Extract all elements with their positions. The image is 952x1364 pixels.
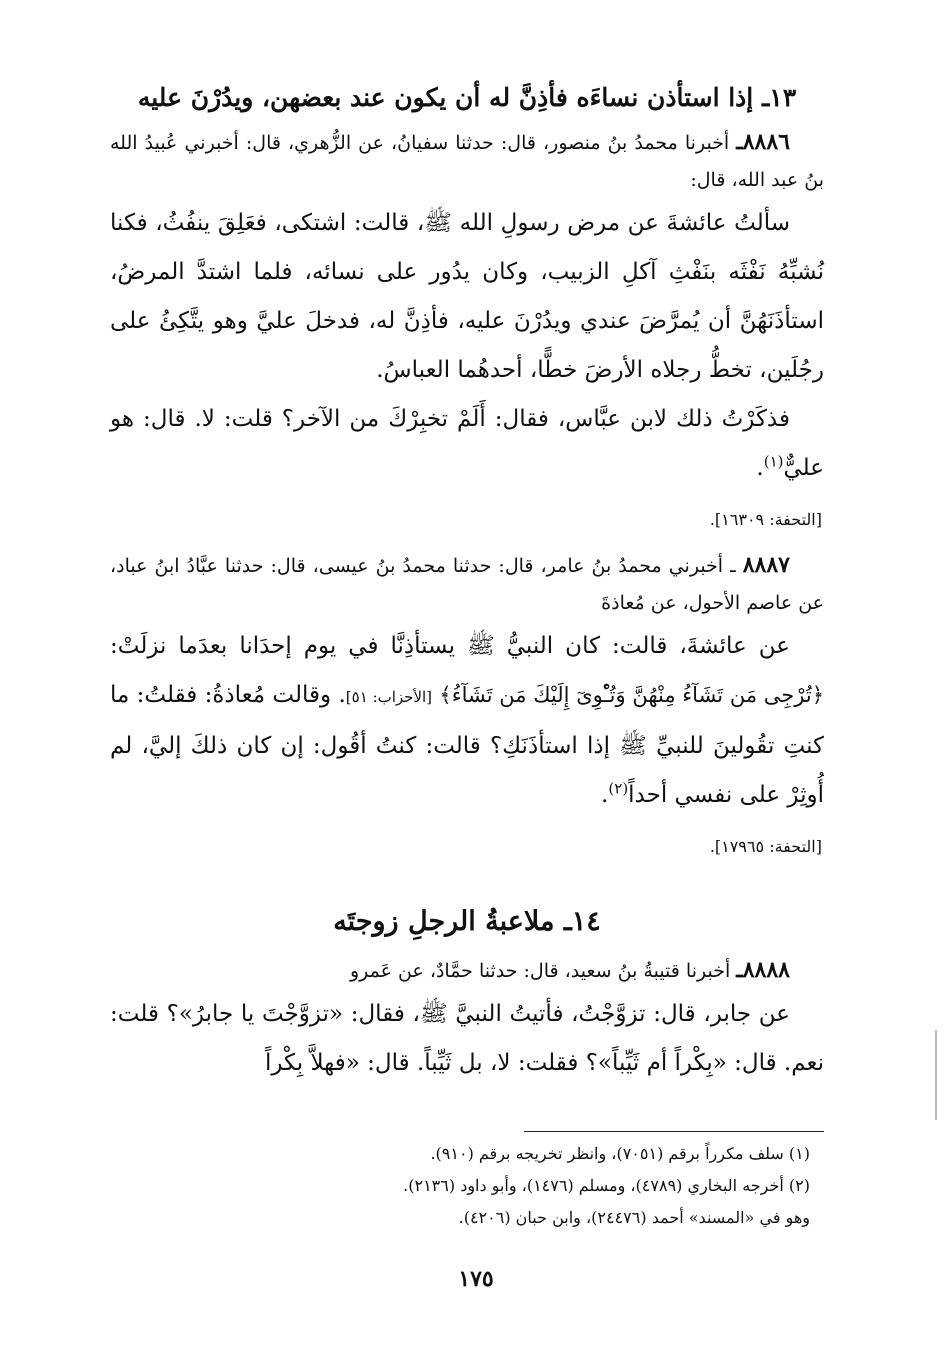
hadith-8886-matn-2 <box>110 395 824 493</box>
page-number: ١٧٥ <box>458 1266 494 1292</box>
quran-verse: ﴿تُرْجِى مَن تَشَآءُ مِنْهُنَّ وَتُـْٔوِىٓ إِلَيْكَ مَن تَشَآءُ﴾ <box>439 683 825 707</box>
matn-text: عن عائشةَ، قالت: كان النبيُّ ﷺ يستأذِنَّا في يوم إحدَانا بعدَما نزلَتْ: <box>110 633 790 659</box>
footnote-2-continued: وهو في «المسند» أحمد (٢٤٤٧٦)، وابن حبان (٤٢٠٦). <box>458 1208 810 1227</box>
hadith-number-8887: ٨٨٨٧ <box>742 552 790 578</box>
footnote-1: (١) سلف مكرراً برقم (٧٠٥١)، وانظر تخريجه برقم (٩١٠). <box>430 1144 810 1163</box>
matn-end: . <box>601 782 609 808</box>
hadith-8886-matn-1: سألتُ عائشةَ عن مرض رسولِ الله ﷺ، قالت: اشتكى، فعَلِقَ ينفُثُ، فكنا نُشبِّهُ نَفْثَه بنَفْثِ آكلِ الزبيب، وكان يدُور على نسائه، فلما اشتدَّ المرضُ، استأذَنَهُنَّ أن يُمرَّضَ عندي ويدُرْنَ عليه، فأذِنَّ له، فدخلَ عليَّ وهو يتَّكِئُ على رجُلَين، تخطُّ رجلاه الأرضَ خطًّا، أحدهُما العباسُ. <box>110 210 824 383</box>
hadith-8888-matn: عن جابر، قال: تزوَّجْتُ، فأتيتُ النبيَّ ﷺ، فقال: «تزوَّجْتَ يا جابرُ»؟ قلت: نعم. قال: «بِكْراً أم ثَيِّباً»؟ فقلت: لا، بل ثَيِّباً. قال: «فهلاَّ بِكْراً <box>110 1001 824 1076</box>
hadith-8888-isnad <box>110 952 824 990</box>
footnotes <box>120 1131 824 1234</box>
quran-source: [الأحزاب: ٥١] <box>345 688 433 706</box>
hadith-number-8888: ٨٨٨٨ـ <box>736 957 790 983</box>
scan-edge-line <box>935 1030 937 1120</box>
footnote-ref-1[interactable]: (١) <box>763 452 784 471</box>
chapter-title-14: ١٤ـ ملاعبةُ الرجلِ زوجتَه <box>333 906 601 937</box>
matn-end: . <box>756 455 764 481</box>
hadith-8886-isnad <box>110 124 824 199</box>
tuhfa-ref-8886: [التحفة: ١٦٣٠٩]. <box>709 510 822 529</box>
footnote-divider <box>524 1131 824 1132</box>
page-body <box>110 78 824 1088</box>
hadith-8887-isnad <box>110 547 824 622</box>
hadith-8887-matn <box>110 622 824 820</box>
footnote-ref-2[interactable]: (٢) <box>608 779 629 798</box>
footnote-2: (٢) أخرجه البخاري (٤٧٨٩)، ومسلم (١٤٧٦)، وأبو داود (٢١٣٦). <box>403 1176 810 1195</box>
matn-text: فذكَرْتُ ذلك لابن عبَّاس، فقال: أَلَمْ تخبِرْكَ من الآخر؟ قلت: لا. قال: هو عليٌّ <box>110 406 824 481</box>
isnad-text: أخبرنا قتيبةُ بنُ سعيد، قال: حدثنا حمَّادٌ، عن عَمرو <box>349 960 731 982</box>
hadith-number-8886: ٨٨٨٦ـ <box>736 129 790 155</box>
isnad-text: أخبرنا محمدُ بنُ منصور، قال: حدثنا سفيانُ، عن الزُّهري، قال: أخبرني عُبيدُ الله بنُ عبد الله، قال: <box>110 132 824 191</box>
chapter-title-13: ١٣ـ إذا استأذن نساءَه فأذِنَّ له أن يكون عند بعضهن، ويدُرْنَ عليه <box>137 83 797 112</box>
matn-text-2: . وقالت مُعاذةُ: فقلتُ: ما كنتِ تقُولينَ للنبيِّ ﷺ إذا استأذَنَكِ؟ قالت: كنتُ أقُول: إن كان ذلكَ إليَّ، لم أُوثِرْ على نفسي أحداً <box>110 682 824 808</box>
tuhfa-ref-8887: [التحفة: ١٧٩٦٥]. <box>709 837 822 856</box>
isnad-text: ـ أخبرني محمدُ بنُ عامر، قال: حدثنا محمدُ بنُ عيسى، قال: حدثنا عبَّادُ ابنُ عباد، عن عاصم الأحول، عن مُعاذةَ <box>110 555 824 614</box>
